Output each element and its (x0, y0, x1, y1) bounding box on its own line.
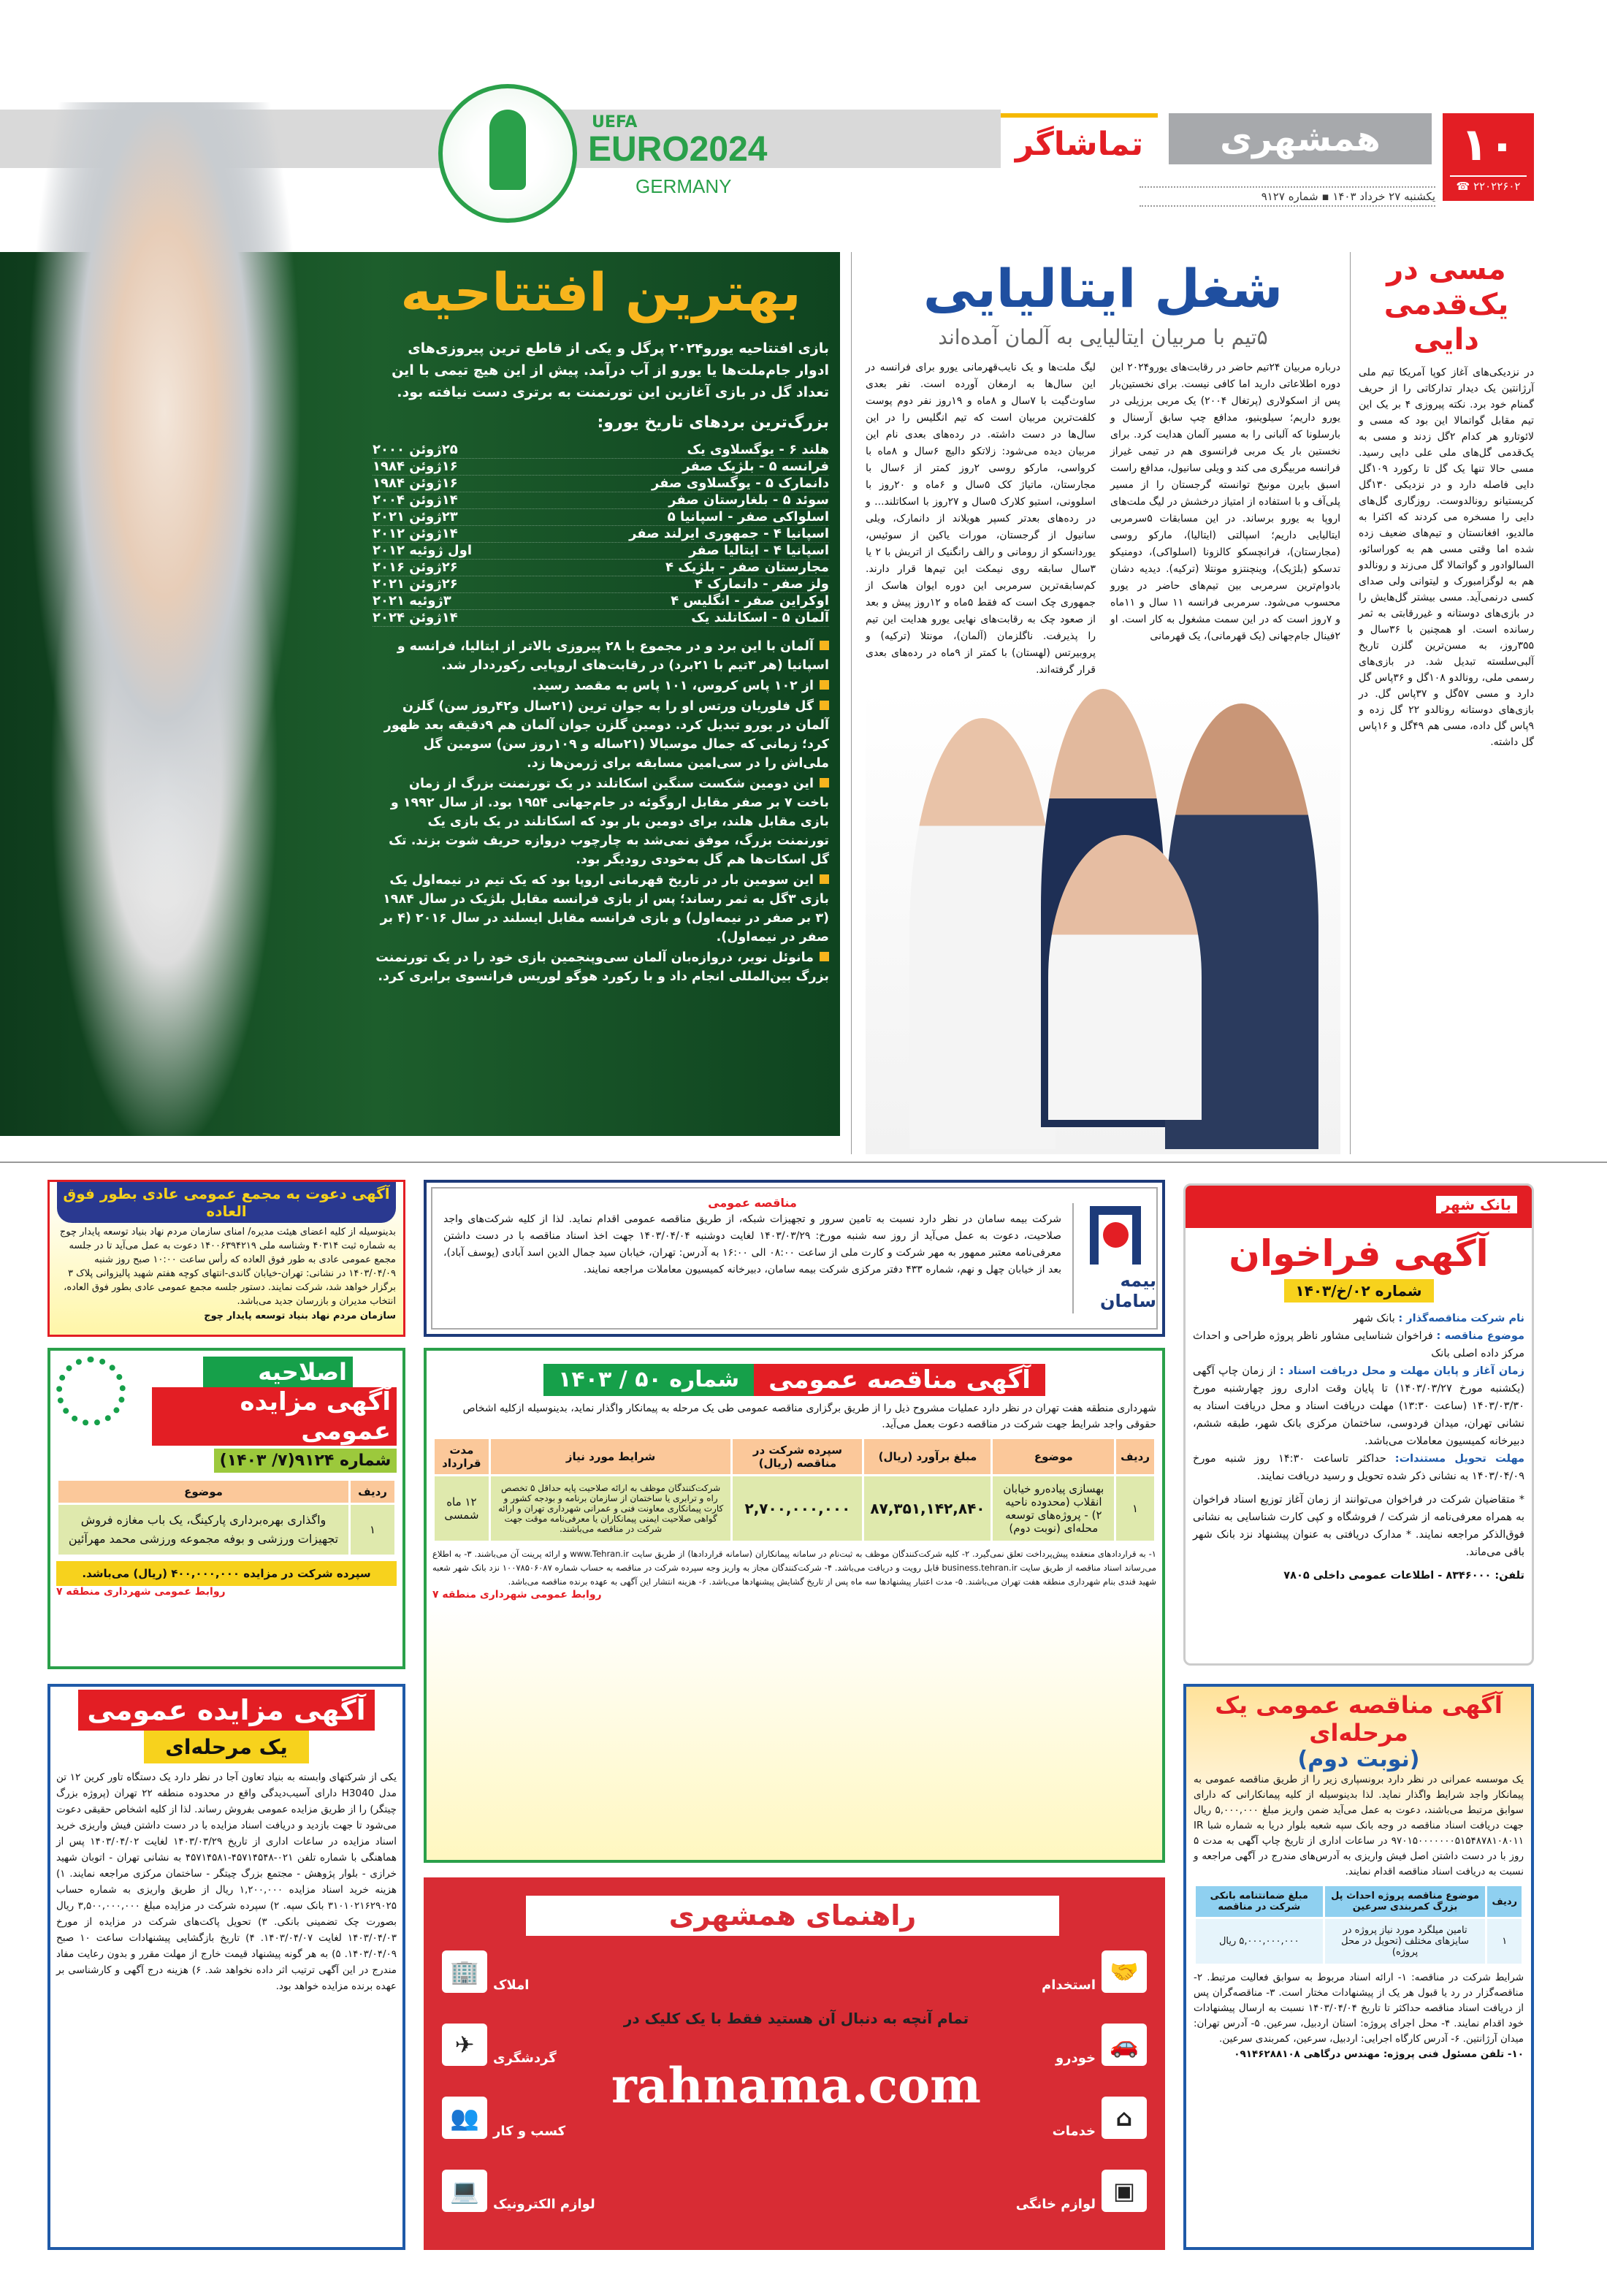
win-date: ۱۶ژوئن ۱۹۸۴ (373, 476, 458, 491)
category-plane-globe[interactable] (442, 2024, 557, 2066)
win-date: ۲۶ژوئن ۲۰۱۶ (373, 560, 458, 575)
category-label: خدمات (1052, 2124, 1096, 2139)
bank-shahr-ad (1183, 1183, 1534, 1666)
rahnama-logo: راهنمای همشهری (526, 1896, 1059, 1936)
win-match: اسپانیا ۴ - ایتالیا صفر (689, 543, 829, 558)
win-match: دانمارک ۵ - یوگسلاوی صفر (651, 476, 829, 491)
cell: ۵,۰۰۰,۰۰۰,۰۰۰ ریال (1196, 1919, 1323, 1964)
tehran-municipality-logo (56, 1357, 126, 1426)
ad-subtitle: یک مرحله‌ای (144, 1731, 309, 1763)
cell: ۱ (1116, 1476, 1154, 1541)
category-label: استخدام (1042, 1977, 1096, 1993)
saman-tender-ad (424, 1180, 1165, 1337)
win-date: ۱۴ژوئن ۲۰۲۴ (373, 610, 458, 625)
field-label: مهلت تحویل مستندات: (1394, 1453, 1524, 1465)
ad-signature: سازمان مردم نهاد بنیاد توسعه پایدار چوج (204, 1311, 396, 1321)
ad-body: یکی از شرکتهای وابسته به بنیاد تعاون آجا در نظر دارد یک دستگاه تاور کرین ۱۲ تن مدل H3040 دارای آسیب‌دیدگی واقع در محدوده منطقه ۲۲ تهران (پروژه بزرگ چیتگر) را از طریق مزایده عمومی بفروش رساند. لذا از کلیه اشخاص حقیقی دعوت می‌شود تا جهت بازدید و دریافت اسناد مزایده با در دست داشتن فیش واریزی خرید اسناد مزایده در ساعات اداری از تاریخ ۱۴۰۳/۰۳/۲۹ لغایت ۱۴۰۳/۰۴/۰۲ پس از هماهنگی با شماره تلفن ۰۲۱-۴۵۷۱۴۵۴۸-۴۵۷۱۴۵۸۱ به نشانی تهران - اتوبان شهید خرازی - بلوار پژوهش - مجتمع بزرگ چیتگر - ساختمان مرکزی مراجعه نمایند. ۱) هزینه خرید اسناد مزایده ۱,۲۰۰,۰۰۰ ریال از طریق واریزی به شماره حساب ۳۱۰۱۰۲۱۶۲۹۰۲۵ بانک سپه. ۲) سپرده شرکت در مزایده مبلغ ۳,۵۰۰,۰۰۰,۰۰۰ ریال بصورت چک تضمینی بانکی. ۳) تحویل پاکت‌های شرکت در مزایده از مورخ ۱۴۰۳/۰۴/۰۳ لغایت ۱۴۰۳/۰۴/۰۷. ۴) تاریخ بازگشایی پیشنهادات ساعت ۱۰ صبح ۱۴۰۳/۰۴/۰۹. ۵) به هر گونه پیشنهاد قیمت خارج از مهلت مقرر و بدون رعایت مفاد مندرج در این آگهی ترتیب اثر داده نخواهد شد. ۶) هزینه درج آگهی و کارشناسی بر عهده برنده مزایده خواهد بود. (56, 1771, 397, 1992)
cell: واگذاری بهره‌برداری پارکینگ، یک باب مغازه فروش تجهیزات ورزشی و بوفه مجموعه ورزشی محمد مهرآئین (58, 1505, 348, 1555)
field-value: حداکثر تاساعت ۱۴:۳۰ روز شنبه مورخ ۱۴۰۳/۰۴/۰۹ به نشانی ذکر شده تحویل و رسید دریافت نمایند. (1193, 1453, 1524, 1482)
tehran-auction-ad (47, 1348, 405, 1669)
category-appliances[interactable] (1016, 2170, 1147, 2212)
fact-item: این دومین شکست سنگین اسکاتلند در یک تورنمنت بزرگ از زمان باخت ۷ بر صفر مقابل اروگوئه در جام‌جهانی ۱۹۵۴ بود. از سال ۱۹۹۲ و بازی مقابل هلند، برای دومین بار بود که اسکاتلند در یک بازی یک تورنمنت بزرگ، موفق نمی‌شد به چارچوب دروازه حریف شوت بزند. تک گل اسکات‌ها هم گل به‌خودی رودیگر بود. (373, 774, 829, 869)
issue-date: یکشنبه ۲۷ خرداد ۱۴۰۳ (1332, 190, 1435, 203)
assembly-invite-ad (47, 1180, 405, 1337)
paper-logo: همشهری (1169, 113, 1432, 164)
cell: ۱ (1487, 1919, 1522, 1964)
win-item (373, 610, 829, 627)
category-handshake[interactable] (1042, 1950, 1147, 1993)
table-row (58, 1505, 394, 1555)
cell: تامین میلگرد مورد نیاز پروژه در سایزهای مختلف (تحویل در محل پروژه) (1325, 1919, 1486, 1964)
auction-table (56, 1479, 397, 1557)
win-match: اسلواکی صفر - اسپانیا ۵ (667, 509, 829, 525)
win-item (373, 509, 829, 526)
messi-body: در نزدیکی‌های آغاز کوپا آمریکا تیم ملی آرژانتین یک دیدار تدارکاتی را از حریف گمنام خود برد. نکته پیروزی ۴ بر یک این تیم مقابل گواتمالا این بود که مسی و لائوتارو هر کدام ۲گل زدند و مسی به یک‌قدمی گل‌های ملی علی دایی رسید. مسی حالا تنها یک گل تا رکورد ۱۰۹گل دایی فاصله دارد و در نزدیکی ۱۳۰گل کریستیانو رونالدوست. روزگاری گل‌های دایی را مسخره می کردند که اکثرا به مالدیو، افغانستان و تیم‌های ضعیف زده شده اما وقتی مسی هم به کوراسائو، السالوادور و گواتمالا گل می‌زند و رونالدو هم به لوگزامبورک و لیتوانی ولی صدای کسی درنمی‌آید. مسی بیشتر گل‌هایش را در بازی‌های دوستانه و غیررقابتی به ثمر رسانده است. او همچنین با ۳۶سال و ۳۵۵روز، به مسن‌ترین گلزن تاریخ آلبی‌سلسته تبدیل شد. در بازی‌های رسمی ملی، رونالدو ۱۰۸گل و ۳۶پاس گل دارد و مسی ۵۷گل و ۳۷پاس گل. در بازی‌های دوستانه رونالدو ۲۲ گل زده و ۹پاس گل داده، مسی هم ۴۹گل و ۱۶پاس گل داشته. (1359, 367, 1535, 748)
ad-footer: روابط عمومی شهرداری منطقه ۷ (56, 1586, 226, 1598)
appliances-icon: ▣ (1102, 2170, 1147, 2212)
cell: شرکت‌کنندگان موظف به ارائه صلاحیت پایه حداقل ۵ تخصص راه و ترابری یا ساختمان از سازمان برنامه و بودجه کشور و کارت پیمانکاری معاونت فنی و عمرانی شهرداری تهران و ارائه گواهی صلاحیت ایمنی پیمانکاران یا معرفی‌نامه موقت جهت شرکت در مناقصه می‌باشند. (491, 1476, 731, 1541)
italian-subtitle: ۵تیم با مربیان ایتالیایی به آلمان آمده‌اند (938, 325, 1268, 349)
coach-figure (909, 718, 1056, 1149)
fact-item: از ۱۰۲ پاس کروس، ۱۰۱ پاس به مقصد رسید. (373, 676, 829, 695)
ad-title: آگهی مزایده عمومی (78, 1690, 375, 1731)
ad-field (1193, 1327, 1524, 1362)
italian-col-1: درباره مربیان ۲۴تیم حاضر در رقابت‌های یورو۲۰۲۴ این دوره اطلاعاتی دارید اما کافی نیست. برای نخستین‌بار پس از اسکولاری (پرتغال ۲۰۰۴) یک مربی برزیلی در یورو داریم؛ سیلوینیو، مدافع چپ سابق آرسنال و بارسلونا که آلبانی را به مسیر آلمان هدایت کرد. برای نخستین بار یک مربی فرانسوی هم در تیمی غیراز فرانسه مربیگری می کند و ویلی سانیول، مدافع راست اسبق بایرن مونیخ توانسته گرجستان را از مسیر پلی‌آف و با استفاده از امتیاز درخشش در لیگ ملت‌های اروپا به یورو برساند. در این مسابقات ۵سرمربی ایتالیایی داریم؛ اسپالتی (ایتالیا)، مارکو روسی (مجارستان)، فرانچسکو کالزونا (اسلواکی)، دومنیکو تدسکو (بلژیک)، وینچنتزو مونتلا (ترکیه). دیدیه دشان بادوام‌ترین سرمربی بین تیم‌های حاضر در یورو محسوب می‌شود. سرمربی فرانسه ۱۱ سال و ۱۱ماه و ۷روز است که در این سمت مشغول به کار است. او ۲فینال جام‌جهانی (یک قهرمانی)، یک قهرمانی (1110, 362, 1341, 642)
ad-notes: ۱- به قراردادهای منعقده پیش‌پرداخت تعلق نمی‌گیرد. ۲- کلیه شرکت‌کنندگان موظف به ثبت‌نام در سامانه پیمانکاران (سامانه قراردادها) از طریق سایت www.Tehran.ir و ارائه پرینت آن می‌باشند. ۳- به اطلاع می‌رساند اسناد مناقصه از طریق سایت business.tehran.ir قابل رویت و دریافت می‌باشد. ۴- شرکت‌کنندگان مجاز به واریز وجه سپرده شرکت در مناقصه به حساب شماره ۱۰۰۷۸۵۰۶۰۸۷ نزد بانک شهر شعبه شهید قندی بنام شهرداری منطقه هفت تهران می‌باشند. ۵- مدت اعتبار پیشنهادها سه ماه پس از تاریخ گشایش پیشنهادها می‌باشد. ۶- هزینه انتشار این آگهی به عهده برنده مناقصه می‌باشد. (432, 1549, 1156, 1587)
ad-title: آگهی مناقصه عمومی (754, 1364, 1045, 1396)
player-photo-overlay (0, 102, 365, 1136)
phone-number: ۲۲۰۲۲۶۰۲ (1473, 180, 1521, 193)
win-date: ۱۴ژوئن ۲۰۱۲ (373, 526, 458, 541)
column-divider (1350, 252, 1351, 1154)
page-number-box (1443, 113, 1534, 201)
col-header: مبلغ ضمانتنامه بانکی شرکت در مناقصه (1196, 1886, 1323, 1917)
aja-auction-ad (47, 1684, 405, 2250)
win-match: اوکراین صفر - انگلیس ۴ (671, 593, 829, 609)
saman-logo (1072, 1203, 1156, 1313)
ad-body: شرکت بیمه سامان در نظر دارد نسبت به تامین سرور و تجهیزات شبکه، از طریق مناقصه عمومی اقدام نماید. لذا از کلیه شرکت‌های واجد صلاحیت، دعوت به عمل می‌آید از روز سه شنبه مورخ: ۱۴۰۳/۰۳/۲۹ لغایت دوشنبه ۱۴۰۳/۰۴/۰۴ جهت اخذ اسناد مناقصه با در دست داشتن معرفی‌نامه معتبر ممهور به مهر شرکت و کارت ملی از ساعت ۰۸:۰۰ الی ۱۶:۰۰ به آدرس: تهران، خیابان سید جمال الدین اسد آبادی (یوسف آباد)، بعد از خیابان چهل و نهم، شماره ۴۳۳ دفتر مرکزی شرکت بیمه سامان، دبیرخانه کمیسیون معاملات مراجعه نمایند. (443, 1213, 1061, 1275)
issue-number: شماره ۹۱۲۷ (1261, 190, 1318, 203)
rahnama-url[interactable]: rahnama.com (611, 2057, 981, 2114)
facts-list (373, 637, 829, 988)
ad-subtitle: (نوبت دوم) (1297, 1747, 1420, 1772)
win-date: ۲۳ژوئن ۲۰۲۱ (373, 509, 458, 525)
cell: ۸۷,۳۵۱,۱۴۲,۸۴۰ (864, 1476, 990, 1541)
ad-title: آگهی فراخوان (1229, 1232, 1489, 1275)
win-date: اول ژوئیه ۲۰۱۲ (373, 543, 473, 558)
col-header: ردیف (1116, 1439, 1154, 1474)
rahnama-ad (424, 1877, 1165, 2250)
uefa-label: UEFA (592, 113, 638, 131)
italian-body (866, 359, 1340, 679)
plane-globe-icon: ✈ (442, 2024, 487, 2066)
col-header: مبلغ برآورد (ریال) (864, 1439, 990, 1474)
col-header: مدت قرارداد (435, 1439, 489, 1474)
bank-shahr-logo: بانک شهر (1436, 1196, 1517, 1213)
messi-article (1359, 252, 1534, 750)
ad-field (1193, 1362, 1524, 1450)
win-item (373, 476, 829, 492)
ad-conditions: شرایط شرکت در مناقصه: ۱- ارائه اسناد مربوط به سوابق فعالیت مرتبط. ۲- مناقصه‌گزار در رد یا قبول هر یک از پیشنهادات مختار است. ۳- مناقصه‌گران پس از دریافت اسناد مناقصه حداکثر تا تاریخ ۱۴۰۳/۰۴/۰۴ نسبت به ارسال پیشنهادات خود اقدام نمایند. ۴- محل اجرای پروژه: استان اردبیل، سرعین. ۵- آدرس تهران: میدان آرژانتین. ۶- آدرس کارگاه اجرایی: اردبیل، سرعین، کمربندی سرعین. (1194, 1972, 1524, 2045)
section-divider (0, 1162, 1607, 1163)
bridge-tender-ad (1183, 1684, 1534, 2250)
col-header: سپرده شرکت در مناقصه (ریال) (733, 1439, 862, 1474)
category-buildings[interactable] (442, 1950, 529, 1993)
win-match: هلند ۶ - یوگسلاوی یک (687, 442, 829, 457)
table-row (435, 1476, 1154, 1541)
category-label: خودرو (1055, 2051, 1096, 2066)
field-label: زمان آغاز و پایان مهلت و محل دریافت اسناد : (1279, 1365, 1525, 1377)
ad-footer: روابط عمومی شهرداری منطقه ۷ (432, 1589, 602, 1601)
fact-item: گل فلوریان ورتس او را به جوان ترین (۲۱سال و۴۲روز سن) گلزن آلمان در یورو تبدیل کرد. دومین گلزن جوان آلمان هم ۹دقیقه بعد ظهور کرد؛ زمانی که جمال موسیالا (۲۱ساله و ۱۰۹روز سن) سومین گل ملی‌اش را در سی‌امین مسابقه برای ژرمن‌ها زد. (373, 697, 829, 773)
win-item (373, 459, 829, 476)
devices-icon: 💻 (442, 2170, 487, 2212)
rahnama-slogan: تمام آنچه به دنبال آن هستید فقط با یک کلیک در (623, 2010, 969, 2027)
car-icon: 🚗 (1102, 2024, 1147, 2066)
ad-number: شماره ۹۱۲۴(۷/ ۱۴۰۳) (214, 1449, 397, 1473)
house-people-icon: ⌂ (1102, 2097, 1147, 2139)
country-label: GERMANY (635, 175, 732, 197)
win-date: ۲۵ژوئن ۲۰۰۰ (373, 442, 458, 457)
category-label: لوازم الکترونیک (493, 2197, 595, 2212)
win-item (373, 442, 829, 459)
col-header: موضوع (58, 1481, 348, 1503)
fact-item: مانوئل نویر، دروازه‌بان آلمان سی‌وپنجمین بازی خود را در یک تورنمنت بزرگ بین‌المللی انجام داد و با رکورد هوگو لوریس فرانسوی برابری کرد. (373, 948, 829, 986)
win-match: آلمان ۵ - اسکاتلند یک (691, 610, 829, 625)
category-meeting[interactable] (442, 2097, 565, 2139)
category-car[interactable] (1056, 2024, 1147, 2066)
trophy-icon (489, 110, 526, 190)
col-header: موضوع مناقصه پروژه احداث پل بزرگ کمربندی سرعین (1325, 1886, 1486, 1917)
win-date: ۱۴ژوئن ۲۰۰۴ (373, 492, 458, 508)
field-label: نام شرکت مناقصه‌گذار : (1398, 1313, 1524, 1324)
win-item (373, 492, 829, 509)
win-match: اسپانیا ۴ - جمهوری ایرلند صفر (629, 526, 829, 541)
cell: بهسازی پیاده‌رو خیابان انقلاب (محدوده ناحیه ۲) - پروژه‌های توسعه محله‌ای (نوبت دوم) (993, 1476, 1114, 1541)
col-header: ردیف (1487, 1886, 1522, 1917)
ad-intro: شهرداری منطقه هفت تهران در نظر دارد عملیات مشروح ذیل را از طریق برگزاری مناقصه عمومی طی یک مرحله به پیمانکار واگذار نماید، بدینوسیله ازکلیه اشخاص حقوقی واجد شرایط جهت شرکت در مناقصه دعوت بعمل می‌آید. (462, 1403, 1156, 1430)
win-match: سوئد ۵ - بلغارستان صفر (668, 492, 829, 508)
field-value: بانک شهر (1353, 1313, 1395, 1324)
ad-title: آگهی مناقصه عمومی یک مرحله‌ای (1215, 1691, 1503, 1747)
wins-list (373, 442, 829, 627)
win-date: ۲۶ژوئن ۲۰۲۱ (373, 576, 458, 592)
field-value: فراخوان شناسایی مشاور ناظر پروژه طراحی و احداث مرکز داده اصلی بانک (1193, 1330, 1524, 1359)
category-house-people[interactable] (1053, 2097, 1147, 2139)
col-header: ردیف (351, 1481, 394, 1503)
ad-body: یک موسسه عمرانی در نظر دارد برونسپاری زیر را از طریق مناقصه عمومی به پیمانکار واجد شرایط واگذار نماید. لذا بدینوسیله از کلیه پیمانکارانی که دارای سوابق مرتبط می‌باشند، دعوت به عمل می‌آید ضمن واریز مبلغ ۵,۰۰۰,۰۰۰ ریال جهت دریافت اسناد مناقصه در وجه بانک سپه شعبه بلوار دریا به شماره شبا IR ۹۷۰۱۵۰۰۰۰۰۰۰۵۱۵۴۸۷۸۱۰۸۰۱۱ در ساعات اداری از تاریخ چاپ آگهی به مدت ۵ روز با در دست داشتن اصل فیش واریزی به آدرس‌های مندرج در آگهی مراجعه و نسبت به دریافت اسناد مناقصه اقدام نمایند. (1194, 1774, 1524, 1877)
table-row (1196, 1919, 1522, 1964)
field-value: از زمان چاپ آگهی (یکشنبه مورخ ۱۴۰۳/۰۳/۲۷) تا پایان وقت اداری روز چهارشنبه مورخ ۱۴۰۳/۰۳/۳۰ (ساعت ۱۳:۳۰) مهلت دریافت اسناد و محل دریافت اسناد به نشانی تهران، میدان فردوسی، ساختمان مرکزی بانک شهر، طبقه ششم، دبیرخانه کمیسیون معاملات می‌باشد. (1193, 1365, 1525, 1447)
saman-logo-text: بیمه سامان (1100, 1270, 1156, 1311)
ad-body: بدینوسیله از کلیه اعضای هیئت مدیره/ امنای سازمان مردم نهاد بنیاد توسعه پایدار چوج به شماره ثبت ۴۰۳۱۴ وشناسه ملی ۱۴۰۰۶۳۹۴۲۱۹ دعوت به عمل می‌آید تا در جلسه مجمع عمومی عادی به طور فوق العاده که رأس ساعت ۱۰:۰۰ صبح روز شنبه ۱۴۰۳/۰۴/۰۹ در نشانی: تهران-خیابان گاندی-انتهای کوچه هفتم شهید پالیزوانی پلاک ۳ برگزار خواهد شد، شرکت نمایند. دستور جلسه مجمع عمومی عادی بطور فوق العاده، انتخاب مدیران و بازرسان جدید می‌باشد. (59, 1227, 396, 1307)
ad-contact: ۱۰- تلفن مسئول فنی پروژه: مهندس درگاهی ۰۹۱۴۶۲۸۸۱۰۸ (1234, 2048, 1524, 2060)
main-intro: بازی افتتاحیه یورو۲۰۲۴ پرگل و یکی از قاطع ترین پیروزی‌های ادوار جام‌ملت‌ها یا یورو از آب درآمد. پیش از این هیچ تیمی با این تعداد گل در بازی آغازین این تورنمنت به برتری دست نیافته بود. (392, 340, 829, 400)
cell: ۲,۷۰۰,۰۰۰,۰۰۰ (733, 1476, 862, 1541)
ad-correction-label: اصلاحیه (203, 1357, 353, 1387)
category-label: املاک (493, 1977, 530, 1993)
ad-title: آگهی مزایده عمومی (152, 1387, 397, 1446)
masthead (1001, 113, 1432, 172)
ad-field (1193, 1450, 1524, 1485)
italian-headline: شغل ایتالیایی (923, 258, 1283, 319)
win-date: ۳ژوئیه ۲۰۲۱ (373, 593, 451, 609)
win-item (373, 593, 829, 610)
ad-deposit: سپرده شرکت در مزایده ۴۰۰,۰۰۰,۰۰۰ (ریال) می‌باشد. (56, 1561, 397, 1586)
tehran-tender-ad (424, 1348, 1165, 1863)
messi-headline: مسی در یک‌قدمی دایی (1383, 253, 1509, 356)
ad-fields (1186, 1307, 1532, 1488)
col-header: شرایط مورد نیاز (491, 1439, 731, 1474)
coaches-photo (866, 689, 1340, 1154)
page-number: ۱۰ (1460, 118, 1516, 171)
ad-notes: * متقاضیان شرکت در فراخوان می‌توانند از زمان آغاز توزیع اسناد فراخوان به همراه معرفی‌نامه از شرکت / فروشگاه و کپی کارت شناسایی به نشانی فوق‌الذکر مراجعه نمایند. * مدارک دریافتی به عنوان پیشنهاد نزد بانک شهر باقی می‌ماند. (1193, 1494, 1524, 1558)
cell: ۱ (351, 1505, 394, 1555)
ad-field (1193, 1310, 1524, 1327)
cell: ۱۲ ماه شمسی (435, 1476, 489, 1541)
italian-article (866, 252, 1340, 1154)
dateline: یکشنبه ۲۷ خرداد ۱۴۰۳ ▪ شماره ۹۱۲۷ (1140, 186, 1435, 207)
column-divider (851, 252, 852, 1154)
col-header: موضوع (993, 1439, 1114, 1474)
win-item (373, 543, 829, 560)
fact-item: این سومین بار در تاریخ قهرمانی اروپا بود که یک تیم در نیمه‌اول یک بازی ۳گل به ثمر رساند؛ پس از بازی فرانسه مقابل بلژیک در سال ۱۹۸۴ (۳ بر صفر در نیمه‌اول) و بازی فرانسه مقابل ایسلند در سال ۲۰۱۶ (۴ بر صفر در نیمه‌اول). (373, 871, 829, 947)
ad-number: شماره ۰۲/خ/۱۴۰۳ (1284, 1279, 1434, 1303)
win-match: ولز صفر - دانمارک ۴ (694, 576, 829, 592)
main-headline: بهترین افتتاحیه (400, 262, 801, 323)
euro-label: EURO2024 (588, 130, 768, 169)
euro2024-logo (438, 84, 804, 223)
main-article-text (373, 257, 829, 988)
fact-item: آلمان با این برد و در مجموع با ۲۸ پیروزی بالاتر از ایتالیا، فرانسه و اسپانیا (هر ۳تیم با ۲۱برد) در رقابت‌های اروپایی رکورددار شد. (373, 637, 829, 675)
tender-table (432, 1437, 1156, 1543)
win-match: فرانسه ۵ - بلژیک صفر (682, 459, 829, 474)
win-item (373, 560, 829, 576)
phone-icon: ☎ (1456, 180, 1470, 193)
buildings-icon: 🏢 (442, 1950, 487, 1993)
italian-col-2: لیگ ملت‌ها و یک نایب‌قهرمانی یورو برای فرانسه در این سال‌ها به ارمغان آورده است. نفر بعدی ساوث‌گیت با ۷سال و ۸ماه و ۱۹روز نفر دوم پوست کلفت‌ترین مربیان است که تیم انگلیس را در این سال‌ها در دست داشته. در رده‌های بعدی نام این مربیان دیده می‌شود: زلاتکو دالیچ ۶سال و ۸ماه با کرواسی، مارکو روسی ۲روز کمتر از ۶سال با مجارستان، ماتیاژ کک ۵سال و ۶ماه و ۲۰روز با اسلوونی، استیو کلارک ۵سال و ۲۷روز با اسکاتلند... و در رده‌های بعدتر کسپر هویلاند از دانمارک، ویلی سانیول از گرجستان، مورات یاکین از سوئیس، یوردانسکو از رومانی و رالف رانگنیک از اتریش با ۲ یا ۳سال سابقه روی نیمکت این تیم‌ها قرار دارند. کم‌سابقه‌ترین سرمربی این دوره ایوان هاسک از جمهوری چک است که فقط ۵ماه و ۱۲روز پیش و بعد از صعود چک به رقابت‌های نهایی یورو هدایت این تیم را پذیرفت. ناگلزمان (آلمان)، مونتلا (ترکیه) و پروبیرتس (لهستان) با کمتر از ۹ماه در رده‌های بعدی قرار گرفته‌اند. (866, 362, 1096, 676)
field-label: موضوع مناقصه : (1436, 1330, 1525, 1342)
win-item (373, 576, 829, 593)
ad-number: شماره ۵۰ / ۱۴۰۳ (543, 1364, 754, 1396)
bridge-table (1194, 1884, 1524, 1966)
category-label: گردشگری (493, 2051, 557, 2066)
category-label: لوازم خانگی (1015, 2197, 1096, 2212)
category-label: کسب و کار (493, 2124, 566, 2139)
ad-phone: تلفن: ۸۳۴۶۰۰۰ - اطلاعات عمومی داخلی ۷۸۰۵ (1283, 1570, 1524, 1582)
section-logo: تماشاگر (1001, 113, 1158, 172)
meeting-icon: 👥 (442, 2097, 487, 2139)
win-item (373, 526, 829, 543)
ad-title: آگهی دعوت به مجمع عمومی عادی بطور فوق العاده (57, 1182, 396, 1223)
win-date: ۱۶ژوئن ۱۹۸۴ (373, 459, 458, 474)
win-match: مجارستان صفر - بلژیک ۴ (665, 560, 829, 575)
wins-list-title: بزرگ‌ترین بردهای تاریخ یورو: (597, 413, 829, 432)
category-devices[interactable] (442, 2170, 595, 2212)
ad-title: مناقصه عمومی (708, 1196, 797, 1210)
handshake-icon: 🤝 (1102, 1950, 1147, 1993)
coach-figure (1048, 835, 1202, 1120)
